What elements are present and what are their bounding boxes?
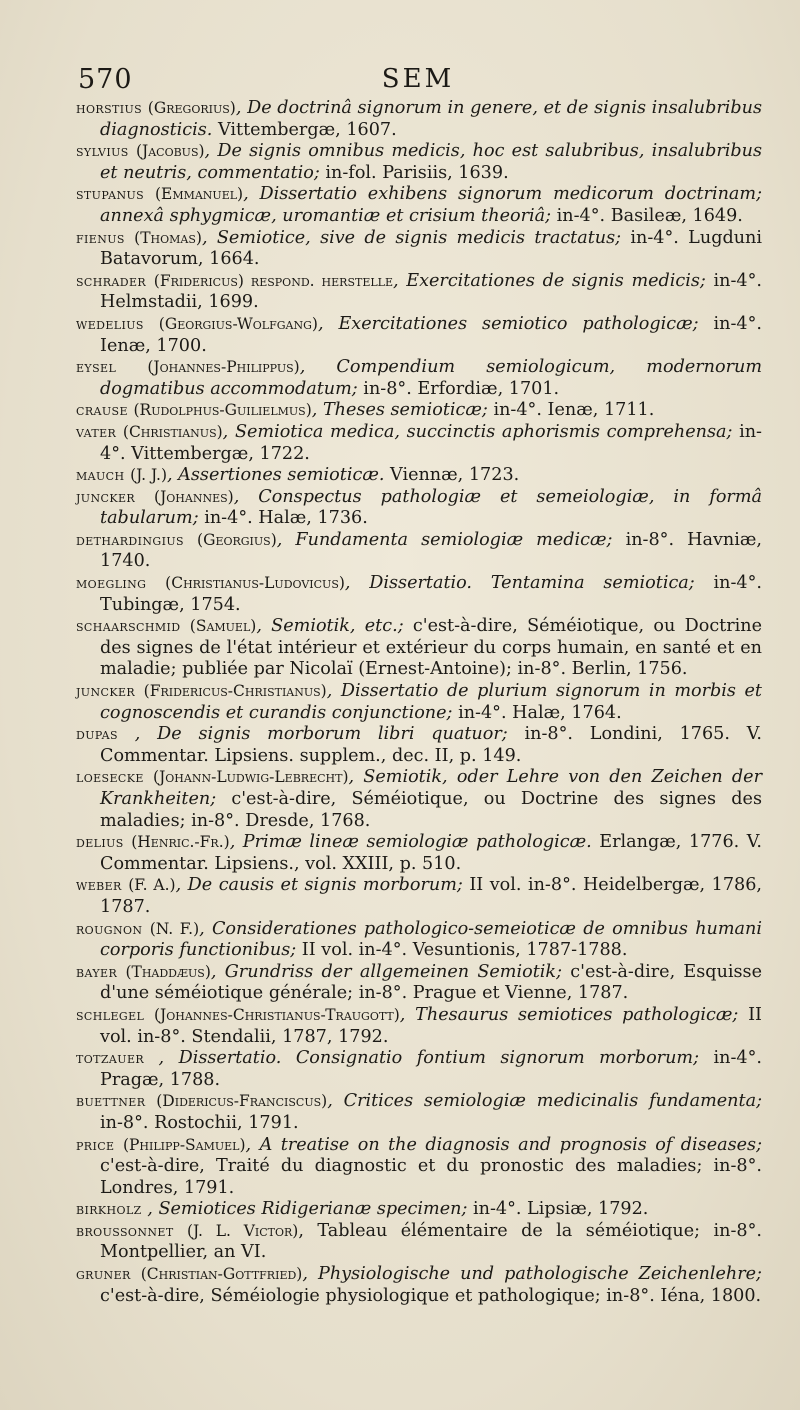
bibliography-entry [76,184,762,227]
author-name: schrader [76,271,147,290]
work-title: , Semiotices Ridigerianæ specimen; [147,1199,468,1220]
author-name: mauch [76,466,125,485]
work-imprint: in-8°. Erfordiæ, 1701. [357,378,560,399]
work-imprint: in-fol. Parisiis, 1639. [319,162,509,183]
work-imprint: in-4°. Ienæ, 1700. [100,313,763,356]
work-imprint: Viennæ, 1723. [384,465,520,486]
bibliography-entry [76,1199,762,1221]
work-title: , De doctrinâ signorum in genere, et de signis insalubribus diagnosticis. [100,98,762,140]
bibliography-entry [76,487,762,530]
bibliography-entry [76,1135,762,1200]
author-given-name: (Thomas) [134,228,202,247]
author-name: buettner [76,1092,146,1111]
work-title: , Physiologische und pathologische Zeichenlehre; [302,1264,762,1285]
work-imprint: in-8°. Londini, 1765. V. Commentar. Lipsiens. supplem., dec. II, p. 149. [100,724,762,766]
author-name: gruner [76,1265,131,1284]
bibliography-entry [76,767,762,832]
bibliography-entry [76,141,762,184]
author-given-name: (J. L. Victor) [187,1221,299,1240]
work-title: , Exercitationes semiotico pathologicæ; [317,313,699,334]
author-name: stupanus [76,185,145,204]
work-title: , Thesaurus semiotices pathologicæ; [399,1004,739,1025]
author-given-name: (Johannes-Christianus-Traugott) [153,1005,400,1024]
work-title: , Semiotica medica, succinctis aphorismis comprehensa; [222,421,733,442]
author-given-name: (Didericus-Franciscus) [156,1092,328,1111]
author-given-name: (Jacobus) [135,142,205,161]
bibliography-entry [76,1091,762,1134]
work-imprint: , Tableau élémentaire de la séméiotique; in-8°. Montpellier, an VI. [100,1220,762,1263]
work-title: , De signis morborum libri quatuor; [134,724,508,745]
work-title: , Conspectus pathologiæ et semeiologiæ, in formâ tabularum; [100,486,762,529]
work-imprint: II vol. in-8°. Stendalii, 1787, 1792. [100,1004,762,1047]
work-title: , De signis omnibus medicis, hoc est salubribus, insalubribus et neutris, commentatio; [100,141,763,183]
author-given-name: (Johannes-Philippus) [147,358,300,377]
author-name: vater [76,422,117,441]
work-imprint: in-8°. Rostochii, 1791. [100,1112,299,1133]
author-given-name: (Fridericus) respond. herstelle [153,271,393,290]
author-given-name: (N. F.) [149,919,200,938]
work-title: , De causis et signis morborum; [175,875,463,896]
work-title: , Grundriss der allgemeinen Semiotik; [210,961,562,982]
bibliography-entry [76,530,762,573]
author-name: moegling [76,574,147,593]
work-imprint: in-4°. Vittembergæ, 1722. [100,421,763,464]
bibliography-entry [76,1048,762,1091]
author-given-name: (Christianus-Ludovicus) [165,574,345,593]
work-imprint: c'est-à-dire, Séméiotique, ou Doctrine des signes de l'état intérieur et extérieur du corps humain, en santé et en maladie; publiée par Nicolaï (Ernest-Antoine); in-8°. Berlin, 1756. [100,616,763,680]
author-given-name: (Samuel) [189,617,257,636]
author-name: fienus [76,228,125,247]
author-name: birkholz [76,1200,142,1219]
author-given-name: (Johann-Ludwig-Lebrecht) [153,768,349,787]
work-imprint: II vol. in-8°. Heidelbergæ, 1786, 1787. [100,875,762,917]
work-imprint: in-4°. Ienæ, 1711. [487,400,655,421]
work-title: , Primæ lineæ semiologiæ pathologicæ. [229,832,592,853]
author-given-name: (Georgius) [197,530,277,549]
author-given-name: (F. A.) [128,876,176,895]
work-imprint: in-8°. Havniæ, 1740. [100,529,762,572]
work-title: , Semiotik, etc.; [256,616,404,637]
author-name: horstius [76,99,143,117]
work-imprint: c'est-à-dire, Esquisse d'une séméiotique générale; in-8°. Prague et Vienne, 1787. [100,961,762,1004]
bibliography-entry [76,919,762,962]
bibliography-entry [76,357,762,400]
author-name: rougnon [76,919,143,938]
bibliography-entry [76,832,762,875]
author-name: price [76,1135,115,1154]
author-name: eysel [76,358,117,377]
work-title: , Theses semioticæ; [311,400,488,421]
author-given-name: (J. J.) [130,466,167,485]
author-given-name: (Rudolphus-Guilielmus) [133,401,312,420]
author-given-name: (Henric.-Fr.) [131,833,230,852]
work-imprint: in-4°. Halæ, 1736. [198,508,368,529]
bibliography-entry [76,724,762,767]
work-title: , Semiotice, sive de signis medicis tractatus; [201,227,622,248]
bibliography-entry [76,98,762,141]
author-given-name: (Emmanuel) [154,185,244,204]
author-given-name: (Gregorius) [147,99,236,117]
bibliography-entry [76,465,762,487]
author-name: sylvius [76,142,129,161]
author-name: bayer [76,962,118,981]
work-title: , Exercitationes de signis medicis; [393,270,706,291]
author-name: loesecke [76,768,144,787]
bibliography-entry [76,962,762,1005]
author-name: schaarschmid [76,617,181,636]
work-title: , Dissertatio. Consignatio fontium signorum morborum; [158,1048,700,1069]
bibliography-entry [76,400,762,422]
author-name: delius [76,833,124,852]
bibliography-entry [76,1221,762,1264]
work-title: , Considerationes pathologico-semeioticæ de omnibus humani corporis functionibus; [100,918,762,961]
author-given-name: (Thaddæus) [125,962,211,981]
author-name: broussonnet [76,1221,174,1240]
bibliography-entry [76,422,762,465]
work-title: , Semiotik, oder Lehre von den Zeichen der Krankheiten; [100,767,762,809]
bibliography-entry [76,616,762,681]
work-imprint: in-4°. Halæ, 1764. [452,702,622,723]
work-title: , Compendium semiologicum, modernorum dogmatibus accommodatum; [100,357,762,399]
bibliography-entry [76,875,762,918]
work-title: , Dissertatio de plurium signorum in morbis et cognoscendis et curandis conjunctione; [100,681,763,723]
work-title: , A treatise on the diagnosis and prognosis of diseases; [245,1134,762,1155]
work-imprint: in-4°. Lugduni Batavorum, 1664. [100,227,763,270]
author-given-name: (Johannes) [154,487,234,506]
author-given-name: (Philipp-Samuel) [122,1135,246,1154]
author-given-name: (Christian-Gottfried) [140,1265,303,1284]
bibliography-entry [76,1005,762,1048]
page-number: 570 [78,64,133,95]
author-given-name: (Christianus) [122,422,223,441]
author-given-name: (Fridericus-Christianus) [143,682,327,701]
work-title: , Assertiones semioticæ. [167,465,385,486]
author-name: wedelius [76,314,144,333]
work-imprint: in-4°. Helmstadii, 1699. [100,270,763,313]
work-title: , Fundamenta semiologiæ medicæ; [276,529,613,550]
running-head: SEM [381,64,455,94]
work-imprint: in-4°. Lipsiæ, 1792. [467,1199,649,1220]
work-imprint: c'est-à-dire, Traité du diagnostic et du pronostic des maladies; in-8°. Londres, 1791. [100,1156,762,1198]
work-title: , Critices semiologiæ medicinalis fundamenta; [327,1091,762,1112]
author-name: schlegel [76,1005,145,1024]
author-name: juncker [76,487,136,506]
work-imprint: Erlangæ, 1776. V. Commentar. Lipsiens., vol. XXIII, p. 510. [100,832,762,874]
work-imprint: in-4°. Basileæ, 1649. [551,205,743,226]
bibliography-entry [76,681,762,724]
author-name: crause [76,401,128,420]
bibliography-entry [76,314,762,357]
work-title: , Dissertatio exhibens signorum medicorum doctrinam; annexâ sphygmicæ, uromantiæ et crisium theoriâ; [100,184,762,226]
work-imprint: II vol. in-4°. Vesuntionis, 1787-1788. [296,940,628,961]
work-title: , Dissertatio. Tentamina semiotica; [344,573,695,594]
work-imprint: in-4°. Pragæ, 1788. [100,1048,762,1090]
bibliography-entry [76,228,762,271]
work-imprint: in-4°. Tubingæ, 1754. [100,573,762,615]
author-name: weber [76,876,122,895]
work-imprint: Vittembergæ, 1607. [212,119,397,140]
work-imprint: c'est-à-dire, Séméiotique, ou Doctrine des signes des maladies; in-8°. Dresde, 1768. [100,789,762,831]
author-name: totzauer [76,1049,145,1068]
bibliography-entry [76,271,762,314]
author-name: dupas [76,725,118,744]
author-name: juncker [76,682,136,701]
author-name: dethardingius [76,530,184,549]
bibliography-entry [76,573,762,616]
work-imprint: c'est-à-dire, Séméiologie physiologique et pathologique; in-8°. Iéna, 1800. [100,1285,762,1306]
bibliography-list [76,98,762,1307]
author-given-name: (Georgius-Wolfgang) [158,314,318,333]
bibliography-entry [76,1264,762,1307]
